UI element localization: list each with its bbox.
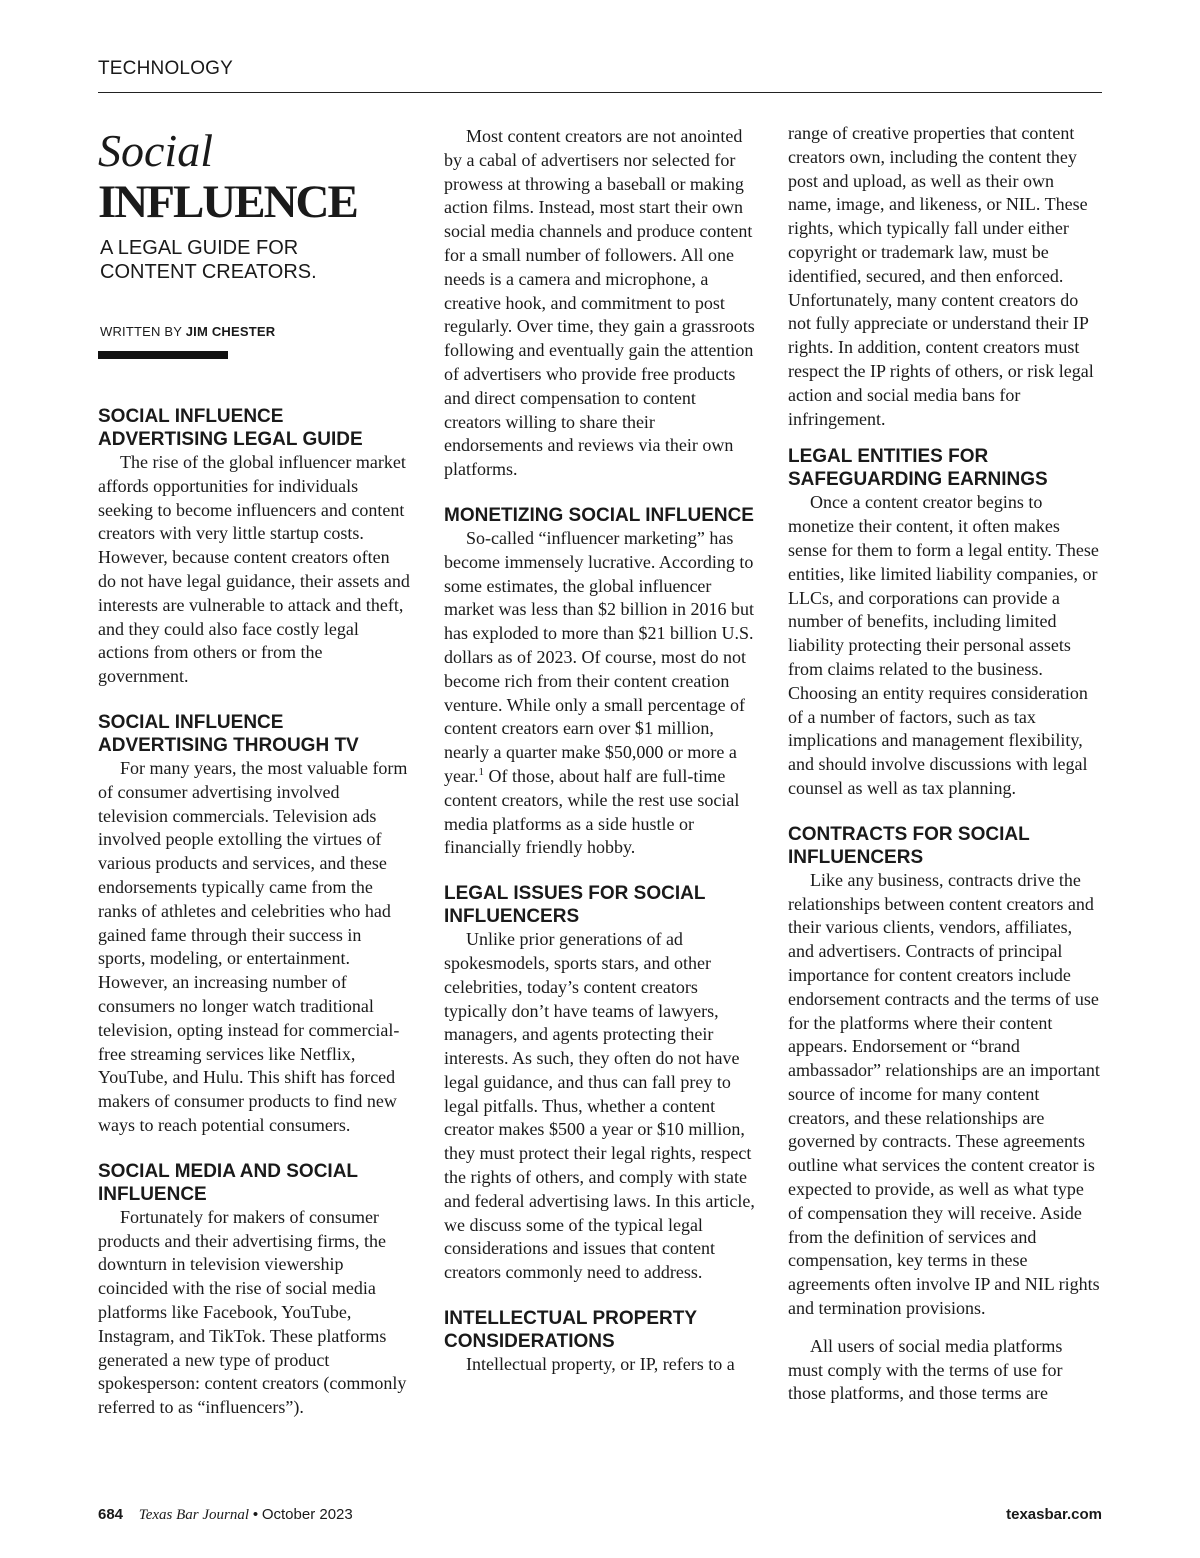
- author-name: JIM CHESTER: [185, 324, 276, 339]
- section-body: For many years, the most valuable form of consumer advertising involved television commercials. Television ads involved people extolling the virtues of various products and services, and these endorsements typically came from the ranks of athletes and celebrities who had gained fame through their success in sports, modeling, or entertainment. However, an increasing number of consumers no longer watch traditional television, opting instead for commercial-free streaming services like Netflix, YouTube, and Hulu. This shift has forced makers of consumer products to find new ways to reach potential consumers.: [98, 757, 408, 1135]
- section-heading: CONTRACTS FOR SOCIAL INFLUENCERS: [788, 823, 1030, 868]
- section-body: Unlike prior generations of ad spokesmodels, sports stars, and other celebrities, today’s content creators typically don’t have teams of lawyers, managers, and agents protecting their interests. As such, they often do not have legal guidance, and thus can fall prey to legal pitfalls. Thus, whether a content creator makes $500 a year or $10 million, they must protect their legal rights, respect the rights of others, and comply with state and federal advertising laws. In this article, we discuss some of the typical legal considerations and issues that content creators commonly need to address.: [444, 929, 755, 1283]
- section-body: [444, 527, 756, 860]
- byline: [100, 324, 410, 339]
- article-title-bold: INFLUENCE: [98, 176, 357, 228]
- journal-name: Texas Bar Journal: [138, 1507, 250, 1523]
- column-2: [444, 125, 756, 1377]
- section-heading: MONETIZING SOCIAL INFLUENCE: [444, 504, 754, 526]
- footer-separator: •: [252, 1506, 259, 1523]
- section-heading: SOCIAL MEDIA AND SOCIAL INFLUENCE: [98, 1160, 358, 1205]
- body-text: Of those, about half are full-time content creators, while the rest use social media platforms as a side hustle or financially friendly hobby.: [444, 765, 740, 858]
- subtitle-line-1: A LEGAL GUIDE FOR: [100, 237, 299, 259]
- section-body: Intellectual property, or IP, refers to a: [466, 1354, 735, 1375]
- title-accent-bar: [98, 351, 228, 359]
- body-text: So-called “influencer marketing” has become immensely lucrative. According to some estimates, the global influencer market was less than $2 billion in 2016 but has exploded to more than $21 billion U.S. dollars as of 2023. Of course, most do not become rich from their content creation venture. While only a small percentage of content creators earn over $1 million, nearly a quarter make $50,000 or more a year.: [444, 527, 754, 786]
- page-number: 684: [98, 1506, 124, 1523]
- section-body: The rise of the global influencer market affords opportunities for individuals seeking to become influencers and content creators with very little startup costs. However, because content creators often do not have legal guidance, their assets and interests are vulnerable to attack and theft, and they could also face costly legal actions from others or from the government.: [98, 452, 410, 687]
- website-link[interactable]: texasbar.com: [1006, 1506, 1102, 1523]
- section-heading: SOCIAL INFLUENCE ADVERTISING LEGAL GUIDE: [98, 406, 363, 450]
- section-heading: LEGAL ENTITIES FOR SAFEGUARDING EARNINGS: [788, 446, 1048, 491]
- footnote-marker: 1: [478, 765, 484, 778]
- article-title-italic: Social: [98, 125, 213, 176]
- column-1: [98, 122, 410, 1420]
- header-rule: [98, 92, 1102, 93]
- section-heading: LEGAL ISSUES FOR SOCIAL INFLUENCERS: [444, 883, 706, 928]
- section-heading: SOCIAL INFLUENCE ADVERTISING THROUGH TV: [98, 711, 359, 756]
- section-body: Like any business, contracts drive the relationships between content creators and their various clients, vendors, affiliates, and advertisers. Contracts of principal importance for content creators include endorsement contracts and the terms of use for the platforms where their content appears. Endorsement or “brand ambassador” relationships are an important source of income for many content creators, and these relationships are governed by contracts. These agreements outline what services the content creator is expected to provide, as well as what type of compensation they will receive. Aside from the definition of services and compensation, key terms in these agreements often involve IP and NIL rights and termination provisions.: [788, 869, 1100, 1319]
- section-body: range of creative properties that content creators own, including the content they post and upload, as well as their own name, image, and likeness, or NIL. These rights, which typically fall under either copyright or trademark law, must be identified, secured, and then enforced. Unfortunately, many content creators do not fully appreciate or understand their IP rights. In addition, content creators must respect the IP rights of others, or risk legal action and social media bans for infringement.: [788, 123, 1094, 429]
- section-label: TECHNOLOGY: [98, 58, 234, 79]
- article-subtitle: [100, 236, 410, 284]
- issue-date: October 2023: [261, 1506, 353, 1523]
- section-body: Once a content creator begins to monetize their content, it often makes sense for them to form a legal entity. These entities, like limited liability companies, or LLCs, and corporations can provide a number of benefits, including limited liability protecting their personal assets from claims related to the business. Choosing an entity requires consideration of a number of factors, such as tax implications and management flexibility, and should involve discussions with legal counsel as well as tax planning.: [788, 492, 1099, 798]
- section-heading: INTELLECTUAL PROPERTY CONSIDERATIONS: [444, 1308, 697, 1353]
- section-body: All users of social media platforms must comply with the terms of use for those platforms, and those terms are: [788, 1335, 1063, 1404]
- section-body: Fortunately for makers of consumer products and their advertising firms, the downturn in television viewership coincided with the rise of social media platforms like Facebook, YouTube, Instagram, and TikTok. These platforms generated a new type of product spokesperson: content creators (commonly referred to as “influencers”).: [98, 1206, 407, 1418]
- page-footer: [98, 1506, 1102, 1524]
- subtitle-line-2: CONTENT CREATORS.: [100, 261, 317, 283]
- section-body: Most content creators are not anointed by a cabal of advertisers nor selected for prowess at throwing a baseball or making action films. Instead, most start their own social media channels and produce content for a small number of followers. All one needs is a camera and microphone, a creative hook, and commitment to post regularly. Over time, they gain a grassroots following and eventually gain the attention of advertisers who provide free products and direct compensation to content creators willing to share their endorsements and reviews via their own platforms.: [444, 126, 755, 480]
- byline-prefix: WRITTEN BY: [100, 324, 182, 339]
- column-3: [788, 122, 1100, 1406]
